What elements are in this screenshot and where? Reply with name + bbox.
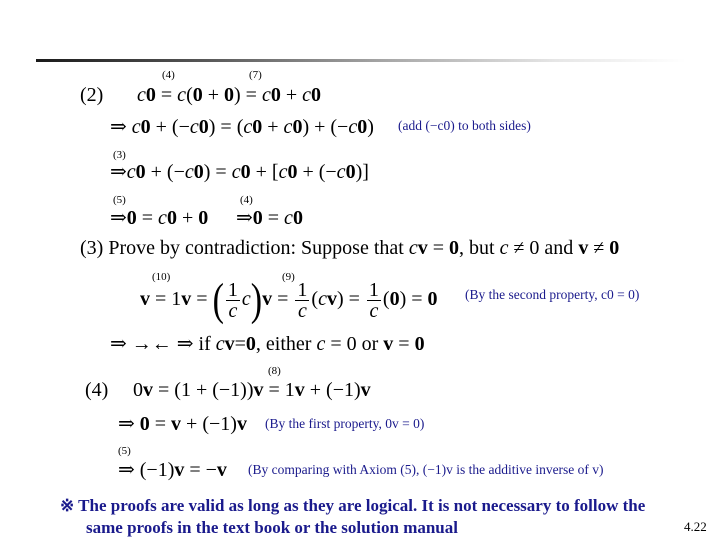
math-text: ) = (399, 288, 428, 311)
math-text: + (− (145, 161, 185, 183)
math-scalar: c (231, 161, 241, 183)
math-text: ⇒ (110, 207, 127, 229)
math-vector: 0 (292, 207, 303, 229)
fraction (295, 280, 309, 321)
math-text: = (149, 413, 172, 435)
math-text: ≠ 0 and (508, 237, 579, 259)
math-scalar: c (241, 288, 251, 311)
math-text: ) (250, 274, 263, 325)
math-text: ) = (336, 288, 365, 311)
math-text: = 0 or (325, 333, 384, 355)
page-number: 4.22 (684, 519, 707, 534)
math-vector: 0 (126, 207, 137, 229)
math-text: + (262, 116, 284, 138)
title-divider-bar (36, 59, 686, 62)
math-text: + (−1) (304, 379, 361, 401)
math-vector: 0 (193, 161, 204, 183)
math-scalar: c (283, 116, 293, 138)
math-text: , either (255, 333, 317, 355)
math-text: = (1 + (−1)) (153, 379, 254, 401)
math-text: = − (184, 459, 217, 481)
math-vector: 0 (139, 413, 150, 435)
math-vector: 0 (245, 333, 256, 355)
math-text: + [ (250, 161, 279, 183)
math-scalar: c (215, 333, 225, 355)
math-vector: 0 (166, 207, 177, 229)
math-vector: 0 (449, 237, 459, 259)
math-vector: 0 (224, 84, 235, 106)
math-vector: v (171, 413, 182, 435)
fraction (226, 280, 240, 321)
math-text: = (155, 84, 178, 106)
math-scalar: c (137, 84, 146, 106)
math-text: )] (355, 161, 369, 183)
axiom-ref-tag: (8) (268, 365, 281, 377)
math-scalar: c (126, 161, 136, 183)
math-scalar: c (316, 333, 326, 355)
math-text: = (393, 333, 415, 355)
math-text: ( (382, 288, 390, 311)
math-vector: 0 (135, 161, 146, 183)
math-vector: v (143, 379, 153, 401)
part2-equation-2 (110, 116, 374, 138)
math-text: = (136, 207, 159, 229)
math-text: ) = ( (208, 116, 244, 138)
math-text: ⇒ (110, 116, 132, 138)
math-vector: v (326, 288, 337, 311)
math-vector: 0 (389, 288, 400, 311)
math-vector: 0 (145, 84, 156, 106)
math-vector: 0 (240, 161, 251, 183)
footnote-line-2: same proofs in the text book or the solution manual (86, 518, 458, 537)
axiom-ref-tag: (10) (152, 271, 171, 283)
math-vector: v (294, 379, 305, 401)
fraction-denominator: c (297, 300, 307, 322)
math-text: + (202, 84, 225, 106)
math-text: , but (459, 237, 500, 259)
fraction-denominator: c (369, 300, 379, 322)
math-text: = (234, 333, 246, 355)
math-vector: v (383, 333, 394, 355)
math-vector: 0 (345, 161, 356, 183)
math-vector: 0 (427, 288, 438, 311)
part4-annotation-2: (By comparing with Axiom (5), (−1)v is the additive inverse of v) (248, 462, 604, 477)
math-text: ( (212, 274, 224, 325)
part2-label: (2) (80, 84, 104, 106)
math-scalar: c (348, 116, 358, 138)
math-vector: 0 (140, 116, 151, 138)
axiom-ref-tag: (9) (282, 271, 295, 283)
part4-label: (4) (85, 379, 109, 401)
math-vector: 0 (414, 333, 425, 355)
footnote-line-1: ※ The proofs are valid as long as they are logical. It is not necessary to follow the (60, 496, 646, 515)
math-vector: v (216, 459, 227, 481)
math-vector: 0 (357, 116, 368, 138)
math-scalar: c (499, 237, 509, 259)
math-vector: 0 (198, 116, 209, 138)
math-text: ≠ (588, 237, 610, 259)
part3-heading (80, 237, 619, 259)
math-text: = 1 (263, 379, 295, 401)
math-vector: v (417, 237, 428, 259)
part3-annotation: (By the second property, c0 = 0) (465, 287, 640, 302)
math-text: ) + (− (302, 116, 349, 138)
fraction-numerator: 1 (297, 279, 308, 301)
math-vector: v (140, 288, 150, 311)
math-vector: v (224, 333, 235, 355)
part4-equation-3 (118, 459, 227, 481)
axiom-ref-tag: (7) (249, 69, 262, 81)
axiom-ref-tag: (4) (162, 69, 175, 81)
math-vector: v (360, 379, 371, 401)
math-vector: 0 (252, 207, 263, 229)
math-text: + (280, 84, 303, 106)
math-scalar: c (302, 84, 312, 106)
part3-conclusion (110, 333, 425, 355)
math-vector: v (262, 288, 273, 311)
math-text: = (262, 207, 285, 229)
math-scalar: c (243, 116, 253, 138)
math-text: 0 (133, 379, 143, 401)
part2-equation-1 (137, 84, 321, 106)
math-scalar: c (131, 116, 141, 138)
math-scalar: c (261, 84, 271, 106)
fraction (367, 280, 381, 321)
math-scalar: c (284, 207, 293, 229)
math-vector: 0 (287, 161, 298, 183)
math-text: = 1 (150, 288, 182, 311)
axiom-ref-tag: (4) (240, 194, 253, 206)
math-text: + (176, 207, 199, 229)
math-vector: v (253, 379, 264, 401)
axiom-ref-tag: (3) (113, 149, 126, 161)
math-vector: 0 (192, 84, 203, 106)
axiom-ref-tag: (5) (118, 445, 131, 457)
math-scalar: c (189, 116, 199, 138)
math-scalar: c (184, 161, 194, 183)
math-text: = (191, 288, 213, 311)
math-text: + (−1) (181, 413, 237, 435)
part2-equation-3 (110, 161, 369, 183)
math-scalar: c (177, 84, 187, 106)
math-scalar: c (408, 237, 418, 259)
math-text: ( (311, 288, 319, 311)
math-text: ⇒ (118, 413, 140, 435)
math-text: ⇒ (−1) (118, 459, 175, 481)
part2-equation-4a (110, 207, 208, 229)
math-vector: 0 (609, 237, 620, 259)
math-scalar: c (278, 161, 288, 183)
math-text: + (− (297, 161, 337, 183)
math-text: ) = (234, 84, 262, 106)
math-vector: 0 (270, 84, 281, 106)
math-vector: 0 (292, 116, 303, 138)
math-text: = (272, 288, 294, 311)
math-text: = (427, 237, 449, 259)
fraction-numerator: 1 (227, 279, 238, 301)
math-text: ) = (203, 161, 232, 183)
axiom-ref-tag: (5) (113, 194, 126, 206)
math-vector: 0 (252, 116, 263, 138)
math-vector: 0 (198, 207, 209, 229)
part2-annotation: (add (−c0) to both sides) (398, 118, 531, 133)
math-text: ⇒ (236, 207, 253, 229)
math-scalar: c (318, 288, 327, 311)
math-vector: v (181, 288, 192, 311)
part4-equation-2 (118, 413, 247, 435)
math-vector: v (578, 237, 589, 259)
math-text: ( (186, 84, 193, 106)
math-text: ) (367, 116, 374, 138)
math-text: (3) Prove by contradiction: Suppose that (80, 237, 409, 259)
math-text: + (− (150, 116, 190, 138)
math-vector: v (174, 459, 185, 481)
math-text: ⇒ →← ⇒ if (110, 333, 216, 355)
part2-equation-4b (236, 207, 303, 229)
fraction-numerator: 1 (368, 279, 379, 301)
math-scalar: c (336, 161, 346, 183)
math-scalar: c (158, 207, 167, 229)
fraction-denominator: c (228, 300, 238, 322)
math-vector: v (236, 413, 247, 435)
math-text: ⇒ (110, 161, 127, 183)
math-vector: 0 (311, 84, 322, 106)
part4-annotation-1: (By the first property, 0v = 0) (265, 416, 425, 431)
part4-equation-1 (133, 379, 371, 401)
